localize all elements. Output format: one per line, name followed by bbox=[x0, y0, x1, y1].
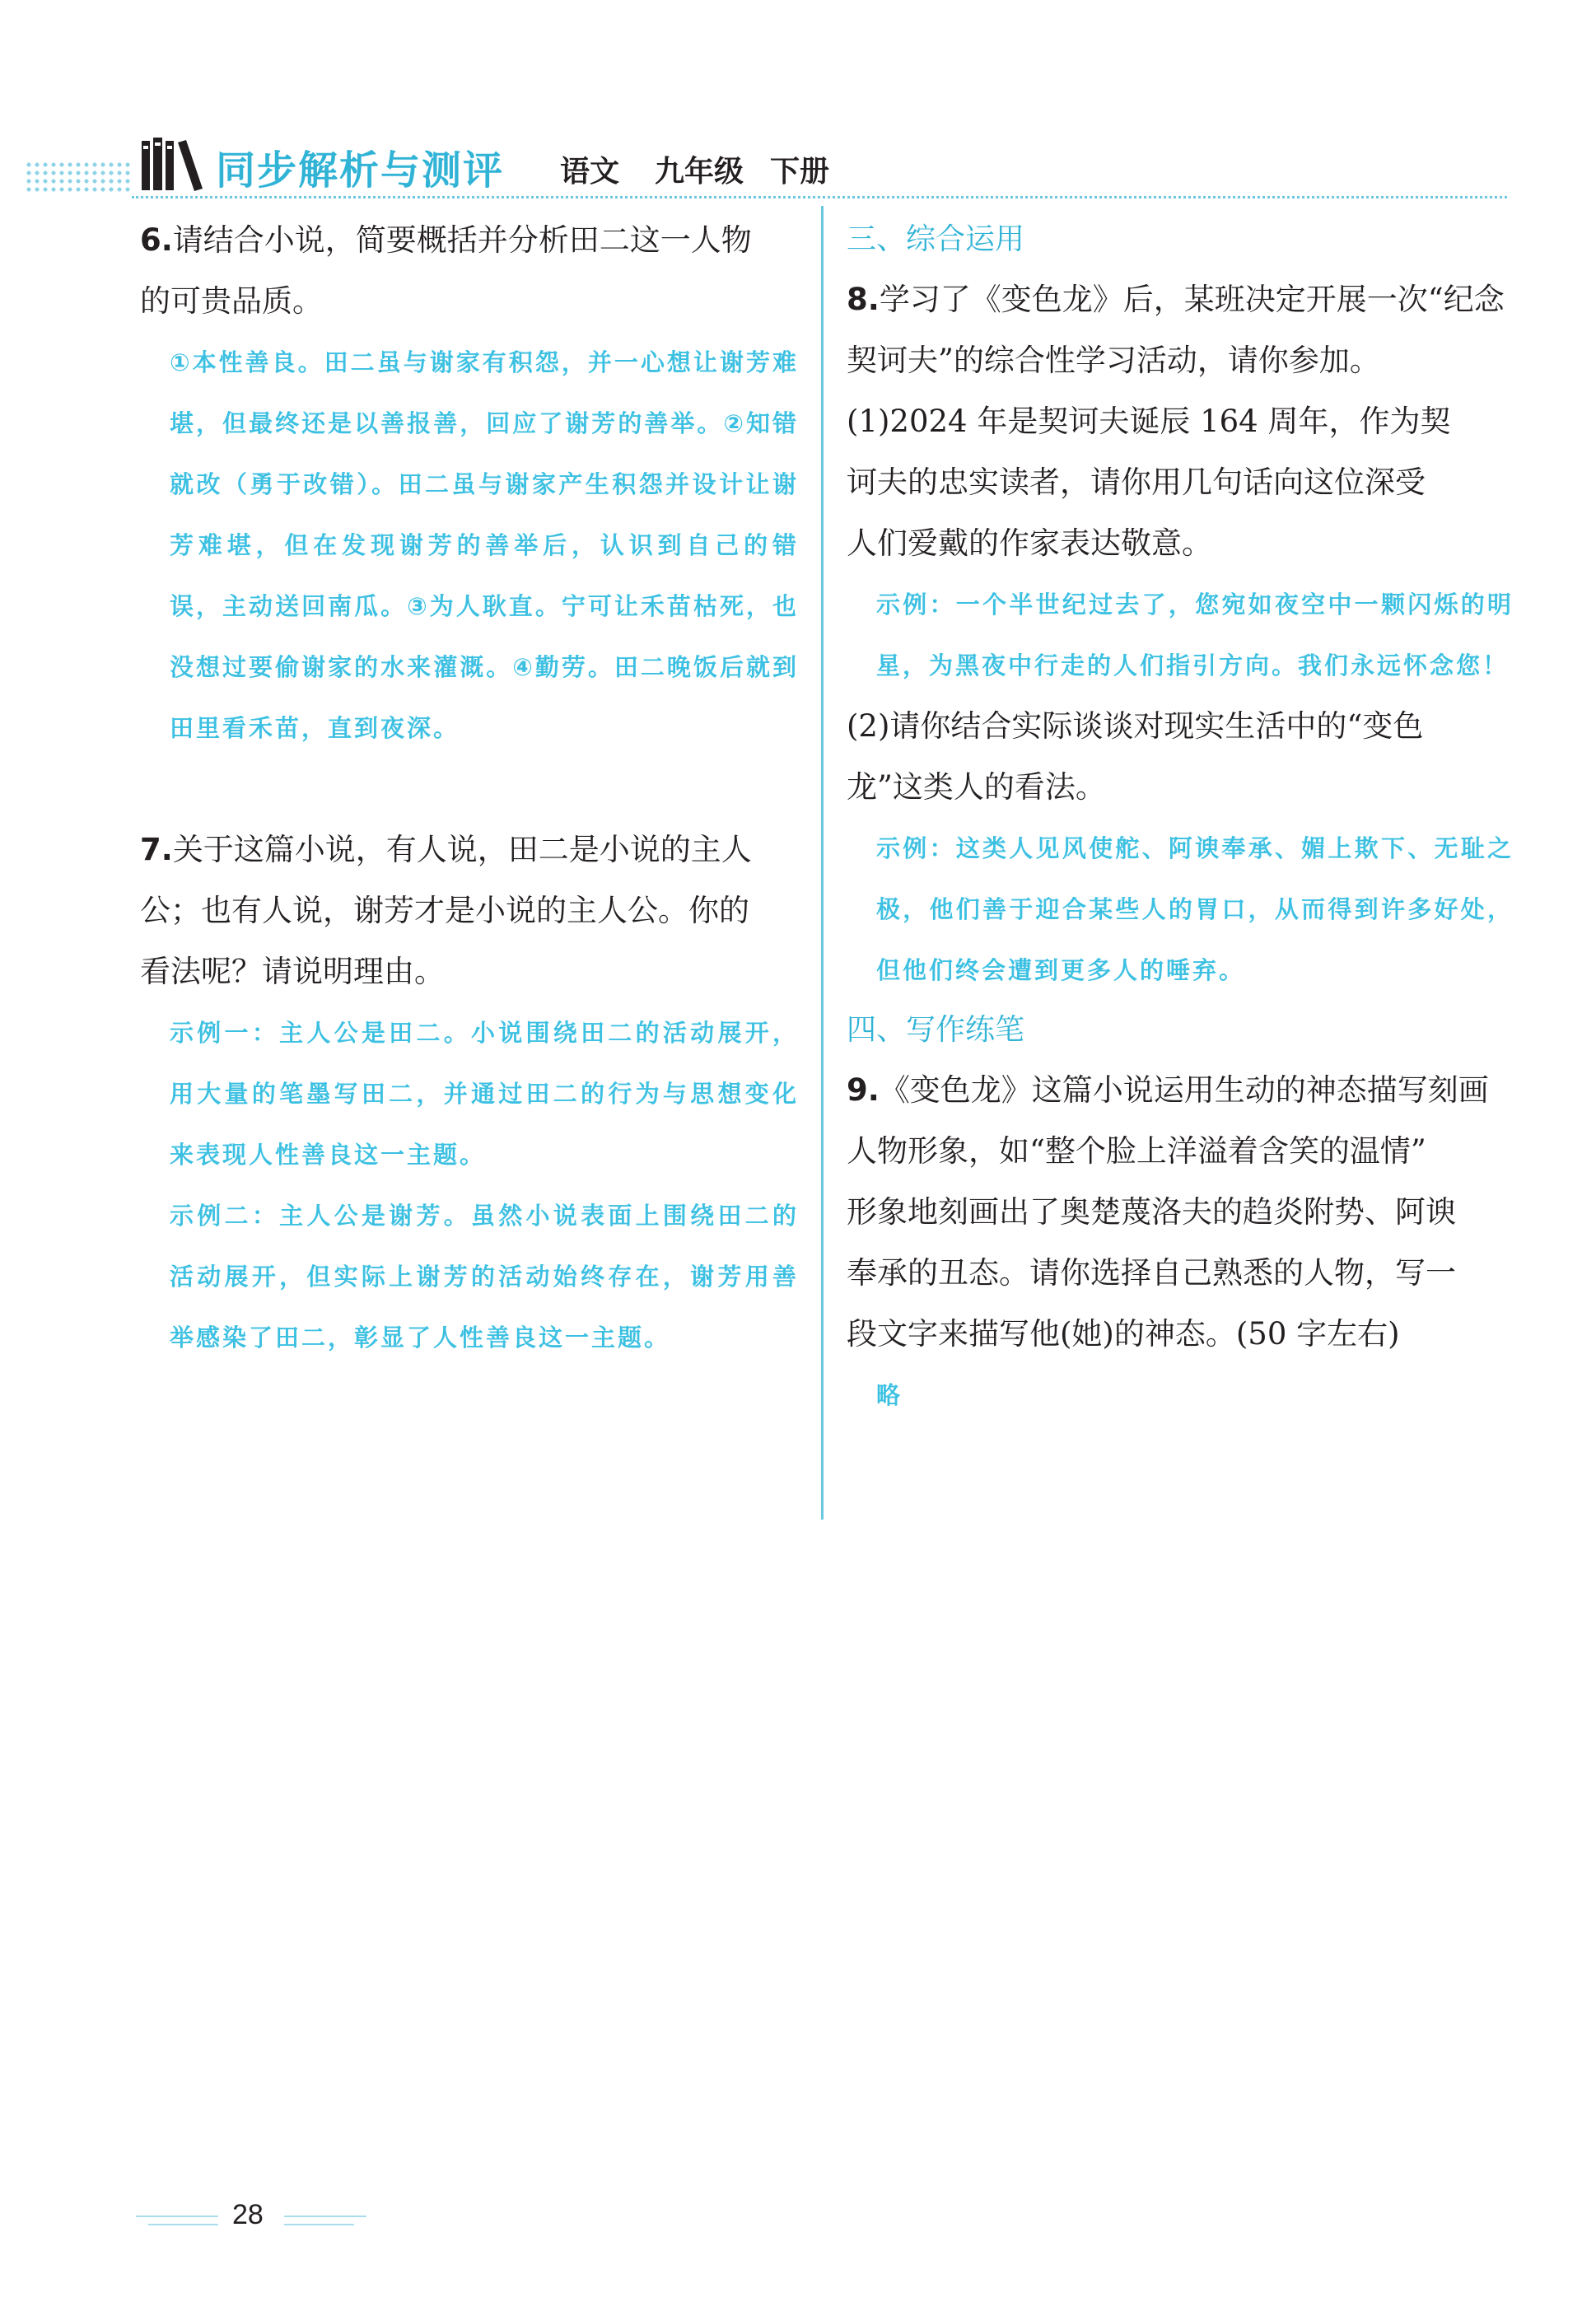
question-text-line: 的可贵品质。 bbox=[140, 283, 323, 319]
volume-label: 下册 bbox=[770, 155, 830, 189]
grade-label: 九年级 bbox=[655, 155, 744, 189]
header-divider bbox=[132, 196, 1507, 198]
footer-line bbox=[284, 2224, 354, 2225]
question-7 bbox=[140, 819, 799, 1002]
question-8-part-2 bbox=[847, 696, 1514, 818]
footer-line bbox=[148, 2224, 218, 2225]
footer-line bbox=[136, 2216, 218, 2217]
question-text-line: 段文字来描写他(她)的神态。(50 字左右) bbox=[847, 1316, 1400, 1352]
answer-text: 示例一：主人公是田二。小说围绕田二的活动展开，用大量的笔墨写田二，并通过田二的行为与思想变化来表现人性善良这一主题。 bbox=[170, 1019, 799, 1169]
series-title: 同步解析与测评 bbox=[216, 147, 505, 194]
question-text-line: 请结合小说，简要概括并分析田二这一人物 bbox=[172, 222, 752, 258]
answer-text: 示例：这类人见风使舵、阿谀奉承、媚上欺下、无耻之极，他们善于迎合某些人的胃口，从而得到许多好处，但他们终会遭到更多人的唾弃。 bbox=[876, 834, 1514, 984]
answer-text: 示例：一个半世纪过去了，您宛如夜空中一颗闪烁的明星，为黑夜中行走的人们指引方向。我们永远怀念您！ bbox=[876, 591, 1514, 679]
header-dots-decoration bbox=[25, 161, 132, 194]
question-6 bbox=[140, 210, 799, 332]
subquestion-line: 人们爱戴的作家表达敬意。 bbox=[847, 525, 1212, 561]
page-header bbox=[0, 0, 1596, 206]
subject-label: 语文 bbox=[560, 155, 620, 189]
question-text-line: 看法呢？请说明理由。 bbox=[140, 954, 445, 989]
question-text-line: 奉承的丑态。请你选择自己熟悉的人物，写一 bbox=[847, 1255, 1456, 1291]
footer-line bbox=[284, 2216, 366, 2217]
question-9 bbox=[847, 1060, 1514, 1365]
question-number: 6. bbox=[140, 222, 173, 258]
answer-text: 略 bbox=[876, 1381, 903, 1409]
question-number: 7. bbox=[140, 832, 173, 867]
question-text-line: 契诃夫”的综合性学习活动，请你参加。 bbox=[847, 343, 1380, 378]
question-8 bbox=[847, 269, 1514, 574]
subquestion-line: 诃夫的忠实读者，请你用几句话向这位深受 bbox=[847, 465, 1426, 500]
question-text-line: 形象地刻画出了奥楚蔑洛夫的趋炎附势、阿谀 bbox=[847, 1194, 1456, 1230]
subquestion-line: (1)2024 年是契诃夫诞辰 164 周年，作为契 bbox=[847, 404, 1451, 439]
column-divider bbox=[821, 206, 824, 1520]
answer-text: ①本性善良。田二虽与谢家有积怨，并一心想让谢芳难堪，但最终还是以善报善，回应了谢芳的善举。②知错就改（勇于改错）。田二虽与谢家产生积怨并设计让谢芳难堪，但在发现谢芳的善举后，认识到自己的错误，主动送回南瓜。③为人耿直。宁可让禾苗枯死，也没想过要偷谢家的水来灌溉。④勤劳。田二晚饭后就到田里看禾苗，直到夜深。 bbox=[170, 348, 799, 742]
question-text-line: 学习了《变色龙》后，某班决定开展一次“纪念 bbox=[879, 282, 1505, 317]
section-heading: 三、综合运用 bbox=[847, 222, 1025, 256]
page-number: 28 bbox=[232, 2199, 264, 2230]
question-number: 9. bbox=[847, 1072, 880, 1108]
question-text-line: 公；也有人说，谢芳才是小说的主人公。你的 bbox=[140, 893, 749, 928]
right-column bbox=[847, 210, 1514, 1426]
left-column bbox=[140, 210, 799, 1368]
answer-text: 示例二：主人公是谢芳。虽然小说表面上围绕田二的活动展开，但实际上谢芳的活动始终存在，谢芳用善举感染了田二，彰显了人性善良这一主题。 bbox=[170, 1202, 799, 1352]
question-text-line: 关于这篇小说，有人说，田二是小说的主人 bbox=[172, 832, 752, 867]
question-number: 8. bbox=[847, 282, 880, 317]
question-text-line: 《变色龙》这篇小说运用生动的神态描写刻画 bbox=[879, 1072, 1489, 1108]
question-text-line: 人物形象，如“整个脸上洋溢着含笑的温情” bbox=[847, 1133, 1426, 1169]
books-logo-icon bbox=[140, 136, 208, 194]
subquestion-line: 龙”这类人的看法。 bbox=[847, 769, 1106, 805]
section-heading: 四、写作练笔 bbox=[847, 1013, 1025, 1047]
subquestion-line: (2)请你结合实际谈谈对现实生活中的“变色 bbox=[847, 708, 1424, 744]
